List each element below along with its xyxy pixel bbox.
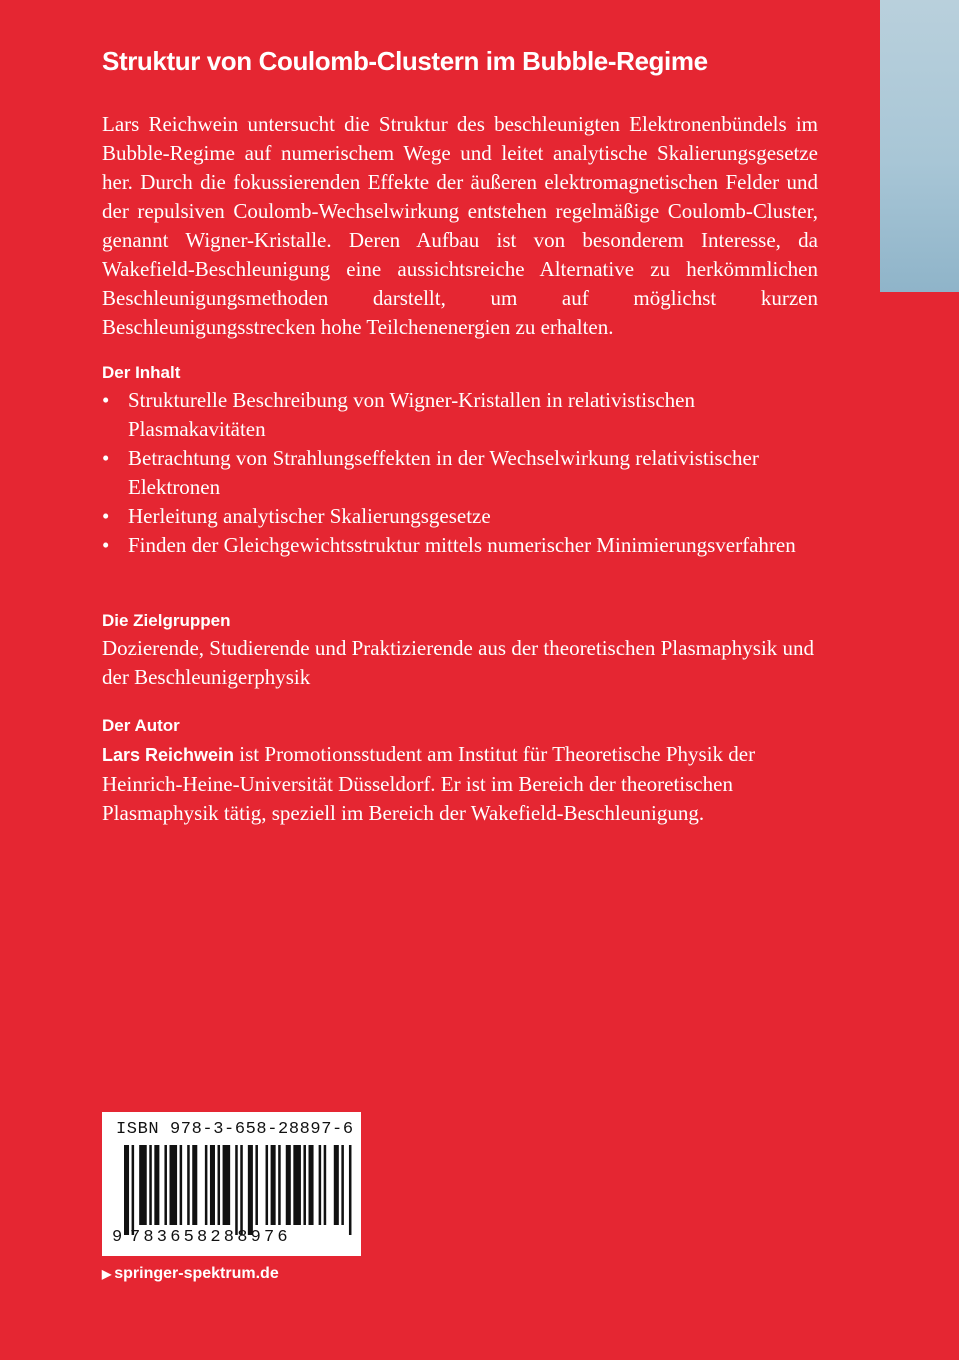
barcode-bar: [319, 1145, 322, 1225]
bullet-icon: •: [102, 446, 110, 470]
barcode-bar: [309, 1145, 314, 1225]
barcode-bar: [334, 1145, 339, 1225]
barcode-bar: [255, 1145, 258, 1225]
bullet-icon: •: [102, 533, 110, 557]
blurb-paragraph: Lars Reichwein untersucht die Struktur des beschleunigten Elektronenbündels im Bubble-Regime auf numerischem Wege und leitet analytische Skalierungsgesetze her. Durch die fokussierenden Effekte der äußeren elektromagnetischen Felder und der repulsiven Coulomb-Wechselwirkung entstehen regelmäßige Coulomb-Cluster, genannt Wigner-Kristalle. Deren Aufbau ist von besonderem Interesse, da Wakefield-Beschleunigung eine aussichtsreiche Alternative zu herkömmlichen Beschleunigungsmethoden darstellt, um auf möglichst kurzen Beschleunigungsstrecken hohe Teilchenenergien zu erhalten.: [102, 112, 818, 339]
play-arrow-icon: ▶: [102, 1267, 112, 1281]
bullet-icon: •: [102, 504, 110, 528]
author-name: Lars Reichwein: [102, 745, 235, 765]
side-color-strip: [880, 0, 959, 292]
list-item-text: Betrachtung von Strahlungseffekten in der Wechselwirkung relativistischer Elektronen: [128, 446, 759, 499]
barcode-bar: [271, 1145, 276, 1225]
barcode-bar: [286, 1145, 291, 1225]
list-item-text: Herleitung analytischer Skalierungsgesetze: [128, 504, 491, 528]
barcode-bar: [187, 1145, 190, 1225]
website-label: springer-spektrum.de: [114, 1265, 279, 1282]
barcode-bar: [248, 1145, 253, 1235]
ean-lead-digit: 9: [112, 1228, 123, 1247]
list-item: [102, 502, 822, 531]
barcode-bar: [205, 1145, 208, 1225]
isbn-barcode: [102, 1112, 361, 1256]
barcode-bar: [180, 1145, 183, 1225]
barcode-bar: [303, 1145, 306, 1225]
barcode-bar: [192, 1145, 197, 1225]
barcode-bar: [154, 1145, 159, 1225]
barcode-bar: [124, 1145, 129, 1235]
barcode-bar: [235, 1145, 238, 1235]
barcode-bar: [149, 1145, 152, 1225]
ean-digits: 783658288976: [130, 1228, 291, 1247]
barcode-bar: [341, 1145, 344, 1225]
inhalt-heading: Der Inhalt: [102, 363, 181, 382]
publisher-website: [102, 1265, 279, 1283]
barcode-bars: [124, 1145, 354, 1235]
list-item-text: Strukturelle Beschreibung von Wigner-Kristallen in relativistischen Plasmakavitäten: [128, 388, 695, 441]
barcode-bar: [240, 1145, 243, 1235]
barcode-bar: [349, 1145, 352, 1235]
barcode-bar: [293, 1145, 301, 1225]
list-item-text: Finden der Gleichgewichtsstruktur mittels numerischer Minimierungsverfahren: [128, 533, 796, 557]
barcode-bar: [164, 1145, 167, 1225]
barcode-bar: [210, 1145, 215, 1225]
barcode-bar: [278, 1145, 281, 1225]
book-title: Struktur von Coulomb-Clustern im Bubble-Regime: [102, 46, 708, 76]
list-item: [102, 444, 822, 502]
zielgruppen-heading: Die Zielgruppen: [102, 611, 231, 630]
autor-heading: Der Autor: [102, 716, 180, 735]
autor-paragraph: [102, 740, 818, 828]
barcode-bar: [223, 1145, 231, 1225]
author-bio: ist Promotionsstudent am Institut für Theoretische Physik der Heinrich-Heine-Universität Düsseldorf. Er ist im Bereich der theoretischen Plasmaphysik tätig, speziell im Bereich der Wakefield-Beschleunigung.: [102, 742, 756, 825]
barcode-bar: [218, 1145, 221, 1225]
inhalt-list: [102, 386, 822, 560]
barcode-bar: [169, 1145, 177, 1225]
barcode-bar: [324, 1145, 327, 1225]
bullet-icon: •: [102, 388, 110, 412]
zielgruppen-text: Dozierende, Studierende und Praktizierende aus der theoretischen Plasmaphysik und der Beschleunigerphysik: [102, 636, 815, 689]
barcode-bar: [266, 1145, 269, 1225]
list-item: [102, 386, 822, 444]
isbn-label: ISBN 978-3-658-28897-6: [116, 1120, 354, 1139]
list-item: [102, 531, 822, 560]
barcode-bar: [132, 1145, 135, 1235]
barcode-bar: [139, 1145, 147, 1225]
